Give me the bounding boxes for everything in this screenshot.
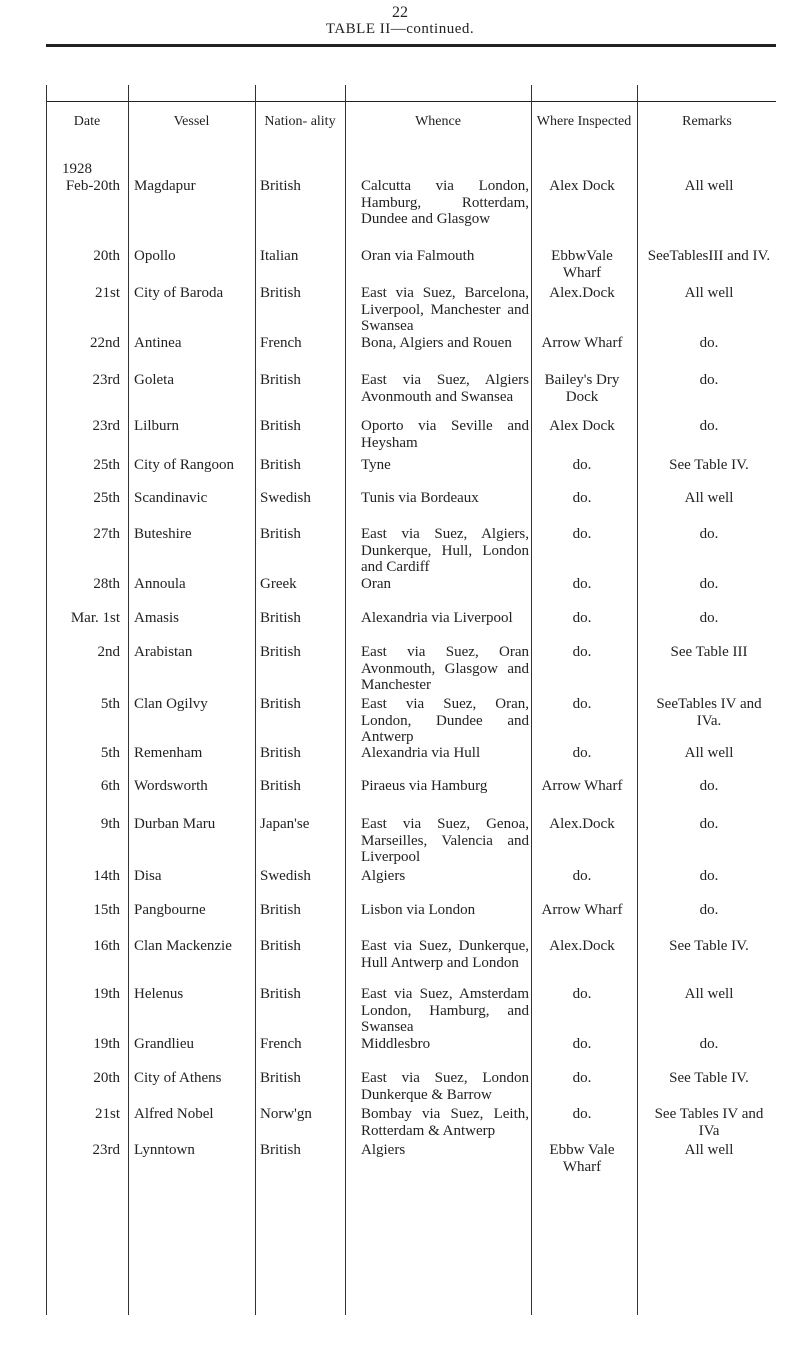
row-whence: Piraeus via Hamburg <box>361 778 488 794</box>
row-vessel: Annoula <box>134 576 186 592</box>
row-where-inspected: Alex.Dock <box>549 285 615 301</box>
row-whence: Lisbon via London <box>361 902 476 918</box>
row-remarks: All well <box>684 178 734 194</box>
row-nationality: French <box>260 1036 302 1052</box>
row-where-inspected: do. <box>572 1070 592 1086</box>
page-number: 22 <box>392 4 408 21</box>
row-date: 2nd <box>97 644 120 660</box>
row-nationality: British <box>260 1142 301 1158</box>
row-nationality: Norw'gn <box>260 1106 312 1122</box>
row-nationality: British <box>260 285 301 301</box>
row-remarks: See Tables IV and IVa <box>654 1106 764 1139</box>
row-where-inspected: do. <box>572 526 592 542</box>
row-remarks: do. <box>699 778 719 794</box>
row-where-inspected: do. <box>572 644 592 660</box>
row-remarks: See Table IV. <box>669 938 749 954</box>
row-whence: Alexandria via Liverpool <box>361 610 513 626</box>
row-whence: Tyne <box>361 457 391 473</box>
row-remarks: do. <box>699 816 719 832</box>
row-whence: East via Suez, Dunkerque, Hull Antwerp and London <box>361 938 529 971</box>
row-whence: East via Suez, Genoa, Marseilles, Valencia and Liverpool <box>361 816 529 865</box>
row-date: 19th <box>93 1036 120 1052</box>
row-nationality: British <box>260 526 301 542</box>
row-where-inspected: Ebbw Vale Wharf <box>549 1142 615 1175</box>
row-nationality: British <box>260 610 301 626</box>
row-remarks: do. <box>699 418 719 434</box>
row-remarks: All well <box>684 745 734 761</box>
row-vessel: Clan Mackenzie <box>134 938 232 954</box>
row-whence: Oporto via Seville and Heysham <box>361 418 529 451</box>
row-vessel: City of Baroda <box>134 285 224 301</box>
row-whence: East via Suez, Algiers, Dunkerque, Hull, London and Cardiff <box>361 526 529 575</box>
row-nationality: British <box>260 778 301 794</box>
row-vessel: Amasis <box>134 610 179 626</box>
row-where-inspected: Alex.Dock <box>549 816 615 832</box>
header-rule <box>46 101 776 102</box>
row-date: 9th <box>100 816 120 832</box>
row-where-inspected: Alex.Dock <box>549 938 615 954</box>
row-where-inspected: EbbwVale Wharf <box>551 248 613 281</box>
row-nationality: British <box>260 696 301 712</box>
row-date: 20th <box>93 1070 120 1086</box>
row-remarks: do. <box>699 610 719 626</box>
row-remarks: See Table III <box>670 644 748 660</box>
row-remarks: All well <box>684 285 734 301</box>
row-nationality: British <box>260 644 301 660</box>
row-where-inspected: Arrow Wharf <box>541 778 623 794</box>
header-date: Date <box>73 114 101 129</box>
row-where-inspected: Alex Dock <box>549 418 615 434</box>
row-where-inspected: do. <box>572 745 592 761</box>
column-divider <box>637 85 638 1315</box>
row-nationality: British <box>260 986 301 1002</box>
row-remarks: All well <box>684 1142 734 1158</box>
row-where-inspected: do. <box>572 457 592 473</box>
row-nationality: Greek <box>260 576 297 592</box>
row-nationality: Swedish <box>260 868 311 884</box>
row-where-inspected: Arrow Wharf <box>541 902 623 918</box>
row-remarks: SeeTablesIII and IV. <box>647 248 771 264</box>
row-nationality: British <box>260 372 301 388</box>
row-vessel: Scandinavic <box>134 490 208 506</box>
row-nationality: British <box>260 745 301 761</box>
row-whence: Tunis via Bordeaux <box>361 490 479 506</box>
row-remarks: do. <box>699 868 719 884</box>
row-vessel: Clan Ogilvy <box>134 696 208 712</box>
row-vessel: Lynntown <box>134 1142 195 1158</box>
row-vessel: Opollo <box>134 248 176 264</box>
row-whence: Alexandria via Hull <box>361 745 481 761</box>
row-whence: Bona, Algiers and Rouen <box>361 335 512 351</box>
row-vessel: Remenham <box>134 745 203 761</box>
row-vessel: Buteshire <box>134 526 192 542</box>
row-vessel: City of Rangoon <box>134 457 234 473</box>
row-where-inspected: do. <box>572 1106 592 1122</box>
row-nationality: Italian <box>260 248 299 264</box>
row-date: 16th <box>93 938 120 954</box>
row-where-inspected: do. <box>572 986 592 1002</box>
row-date: 15th <box>93 902 120 918</box>
row-date: 19th <box>93 986 120 1002</box>
row-whence: Middlesbro <box>361 1036 431 1052</box>
row-whence: Oran <box>361 576 391 592</box>
row-vessel: Magdapur <box>134 178 196 194</box>
row-remarks: All well <box>684 490 734 506</box>
row-remarks: do. <box>699 335 719 351</box>
row-whence: Algiers <box>361 868 406 884</box>
header-whence: Whence <box>415 114 461 129</box>
row-vessel: Disa <box>134 868 162 884</box>
row-whence: East via Suez, Algiers Avonmouth and Swansea <box>361 372 529 405</box>
row-nationality: British <box>260 178 301 194</box>
row-remarks: do. <box>699 372 719 388</box>
header-remarks: Remarks <box>682 114 732 129</box>
row-remarks: do. <box>699 1036 719 1052</box>
row-date: 25th <box>93 490 120 506</box>
row-whence: Calcutta via London, Hamburg, Rotterdam, Dundee and Glasgow <box>361 178 529 227</box>
row-vessel: Durban Maru <box>134 816 216 832</box>
row-nationality: French <box>260 335 302 351</box>
row-vessel: Lilburn <box>134 418 179 434</box>
row-date: 23rd <box>92 418 120 434</box>
row-date: 5th <box>100 745 120 761</box>
row-nationality: British <box>260 938 301 954</box>
row-remarks: All well <box>684 986 734 1002</box>
row-nationality: Japan'se <box>260 816 310 832</box>
row-date: 21st <box>94 1106 120 1122</box>
row-date: 6th <box>100 778 120 794</box>
top-rule <box>46 44 776 47</box>
row-nationality: British <box>260 902 301 918</box>
row-remarks: See Table IV. <box>669 1070 749 1086</box>
row-vessel: Helenus <box>134 986 184 1002</box>
row-whence: Bombay via Suez, Leith, Rotterdam & Antwerp <box>361 1106 529 1139</box>
row-date: 28th <box>93 576 120 592</box>
row-date: 14th <box>93 868 120 884</box>
row-date: 5th <box>100 696 120 712</box>
row-nationality: British <box>260 457 301 473</box>
row-remarks: SeeTables IV and IVa. <box>656 696 762 729</box>
row-whence: East via Suez, Oran, London, Dundee and Antwerp <box>361 696 529 745</box>
row-whence: Algiers <box>361 1142 406 1158</box>
header-vessel: Vessel <box>173 114 210 129</box>
header-nationality: Nation- ality <box>264 114 336 129</box>
row-date: 20th <box>93 248 120 264</box>
row-where-inspected: Alex Dock <box>549 178 615 194</box>
row-whence: East via Suez, London Dunkerque & Barrow <box>361 1070 529 1103</box>
year-label: 1928 <box>62 161 92 177</box>
table-caption: TABLE II—continued. <box>325 21 475 37</box>
row-where-inspected: do. <box>572 490 592 506</box>
row-remarks: do. <box>699 576 719 592</box>
row-where-inspected: Bailey's Dry Dock <box>544 372 620 405</box>
row-where-inspected: do. <box>572 610 592 626</box>
row-where-inspected: do. <box>572 1036 592 1052</box>
row-date: 23rd <box>92 372 120 388</box>
row-whence: East via Suez, Amsterdam London, Hamburg, and Swansea <box>361 986 529 1035</box>
row-remarks: See Table IV. <box>669 457 749 473</box>
row-date: 27th <box>93 526 120 542</box>
row-nationality: British <box>260 1070 301 1086</box>
row-remarks: do. <box>699 902 719 918</box>
row-nationality: Swedish <box>260 490 311 506</box>
row-date: 22nd <box>90 335 120 351</box>
row-vessel: Arabistan <box>134 644 193 660</box>
row-vessel: Pangbourne <box>134 902 206 918</box>
row-vessel: Grandlieu <box>134 1036 194 1052</box>
row-nationality: British <box>260 418 301 434</box>
row-date: Mar. 1st <box>70 610 120 626</box>
header-where-inspected: Where Inspected <box>536 114 632 129</box>
row-where-inspected: do. <box>572 868 592 884</box>
row-vessel: City of Athens <box>134 1070 222 1086</box>
row-date: Feb-20th <box>65 178 120 194</box>
row-date: 23rd <box>92 1142 120 1158</box>
row-where-inspected: Arrow Wharf <box>541 335 623 351</box>
row-date: 21st <box>94 285 120 301</box>
row-vessel: Alfred Nobel <box>134 1106 214 1122</box>
row-whence: Oran via Falmouth <box>361 248 475 264</box>
row-vessel: Goleta <box>134 372 174 388</box>
column-divider <box>128 85 129 1315</box>
row-whence: East via Suez, Oran Avonmouth, Glasgow and Manchester <box>361 644 529 693</box>
row-where-inspected: do. <box>572 576 592 592</box>
row-whence: East via Suez, Barcelona, Liverpool, Manchester and Swansea <box>361 285 529 334</box>
row-vessel: Antinea <box>134 335 182 351</box>
row-where-inspected: do. <box>572 696 592 712</box>
row-date: 25th <box>93 457 120 473</box>
row-vessel: Wordsworth <box>134 778 208 794</box>
row-remarks: do. <box>699 526 719 542</box>
